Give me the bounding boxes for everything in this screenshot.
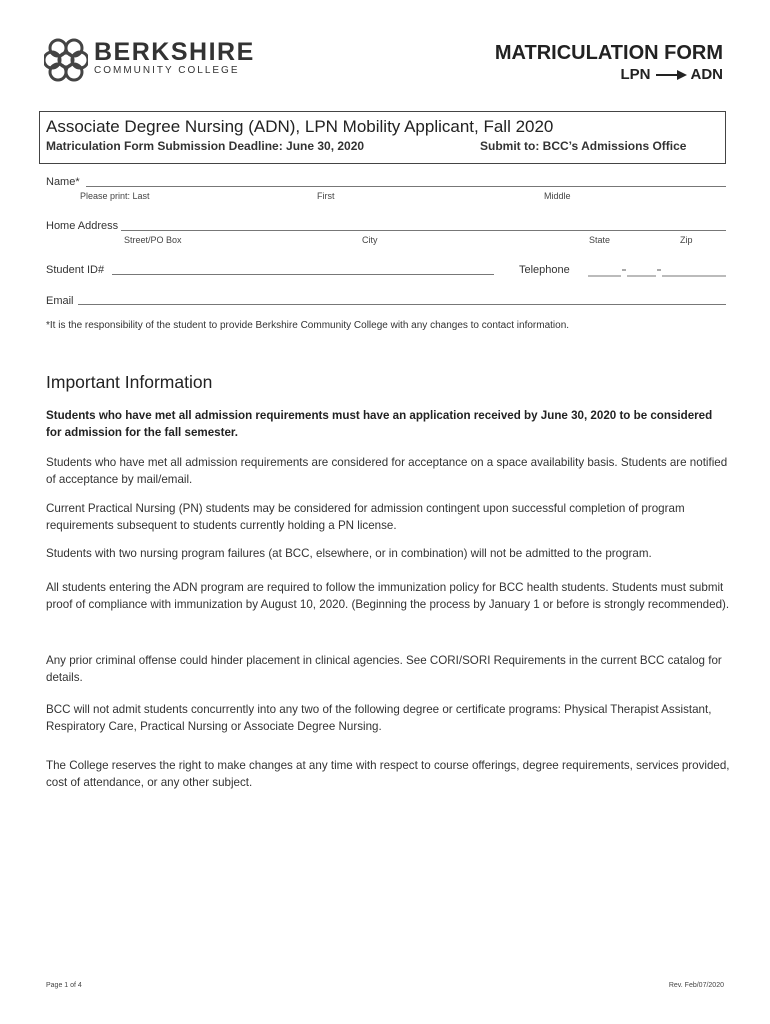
student-id-label: Student ID#: [46, 264, 105, 276]
home-address-field[interactable]: [121, 230, 726, 231]
telephone-label: Telephone: [519, 264, 570, 276]
info-paragraph-deadline: Students who have met all admission requirements must have an application received by June 30, 2020 to be considered for admission for the fall semester.: [46, 409, 713, 439]
program-title: Associate Degree Nursing (ADN), LPN Mobility Applicant, Fall 2020: [46, 117, 554, 136]
submission-deadline: Matriculation Form Submission Deadline: June 30, 2020: [46, 139, 365, 153]
right-arrow-icon: [655, 70, 687, 80]
important-info-title: Important Information: [46, 372, 213, 392]
info-paragraph-college-rights: The College reserves the right to make changes at any time with respect to course offerings, degree requirements, services provided, cost of attendance, or any other subject.: [46, 759, 730, 789]
info-paragraph-failures: Students with two nursing program failures (at BCC, elsewhere, or in combination) will not be admitted to the program.: [46, 547, 652, 560]
form-title: MATRICULATION FORM: [494, 42, 723, 64]
form-subtitle-from: LPN: [620, 66, 651, 83]
telephone-field[interactable]: [588, 264, 726, 276]
address-hint-city: City: [362, 235, 378, 245]
address-hint-state: State: [589, 235, 611, 245]
name-hint-first: First: [317, 191, 335, 201]
address-hint-zip: Zip: [680, 235, 693, 245]
revision-date: Rev. Feb/07/2020: [668, 982, 724, 989]
name-hint-middle: Middle: [544, 191, 571, 201]
info-paragraph-immunization: All students entering the ADN program are required to follow the immunization policy for BCC health students. Students must submit proof of compliance with immunization by August 10, 2020. (Beginning the process by January 1 or before is strongly recommended).: [46, 581, 730, 611]
submit-to: Submit to: BCC’s Admissions Office: [480, 139, 687, 153]
info-paragraph-acceptance: Students who have met all admission requirements are considered for acceptance on a space availability basis. Students are notified of acceptance by mail/email.: [46, 456, 728, 486]
form-subtitle: [621, 67, 724, 82]
name-field[interactable]: [86, 186, 726, 187]
info-paragraph-concurrent-programs: BCC will not admit students concurrently into any two of the following degree or certificate programs: Physical Therapist Assistant, Respiratory Care, Practical Nursing or Associate Degree Nursing.: [46, 703, 712, 733]
college-name: BERKSHIRE: [94, 38, 255, 66]
email-field[interactable]: [78, 304, 726, 305]
page-number: Page 1 of 4: [46, 982, 82, 989]
college-logo-icon: [44, 36, 88, 84]
contact-responsibility-note: *It is the responsibility of the student to provide Berkshire Community College with any changes to contact information.: [46, 320, 570, 331]
name-hint-last: Please print: Last: [80, 191, 150, 201]
student-id-field[interactable]: [112, 274, 494, 275]
info-paragraph-pn-students: Current Practical Nursing (PN) students may be considered for admission contingent upon successful completion of program requirements subsequent to students currently holding a PN license.: [46, 502, 685, 532]
name-label: Name*: [46, 176, 80, 188]
college-subtitle: COMMUNITY COLLEGE: [94, 65, 240, 76]
info-paragraph-cori-sori: Any prior criminal offense could hinder placement in clinical agencies. See CORI/SORI Requirements in the current BCC catalog for details.: [46, 654, 722, 684]
email-label: Email: [46, 295, 74, 307]
address-hint-street: Street/PO Box: [124, 235, 182, 245]
home-address-label: Home Address: [46, 220, 119, 232]
form-subtitle-to: ADN: [690, 66, 723, 83]
